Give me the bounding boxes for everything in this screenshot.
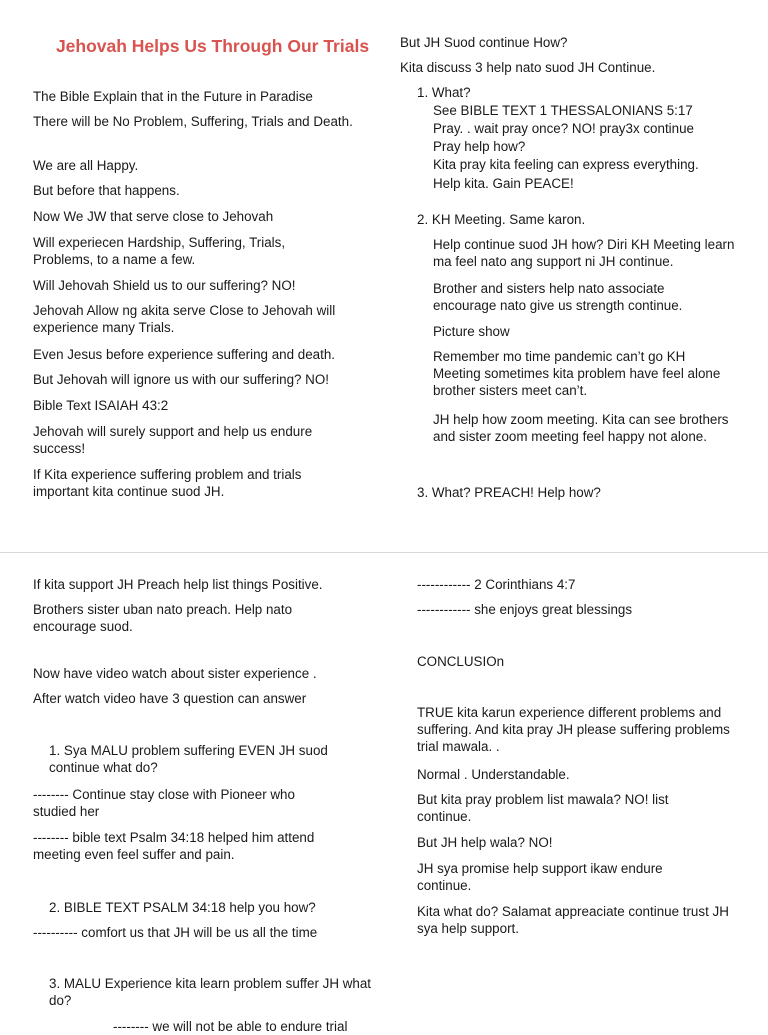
paragraph: Will Jehovah Shield us to our suffering? NO! [33,278,296,293]
list-item-line: Help kita. Gain PEACE! [433,176,574,191]
question-item: 1. Sya MALU problem suffering EVEN JH suod continue what do? [49,743,328,775]
section-heading: CONCLUSIOn [417,654,505,669]
paragraph: After watch video have 3 question can answer [33,691,307,706]
answer-line: ------------ 2 Corinthians 4:7 [417,577,576,592]
paragraph: JH sya promise help support ikaw endure continue. [417,861,663,893]
paragraph: Will experiecen Hardship, Suffering, Trials, Problems, to a name a few. [33,235,286,267]
list-item-line: Pray help how? [433,139,526,154]
paragraph: But JH Suod continue How? [400,35,568,50]
list-item-heading: 1. What? [417,85,471,100]
answer-line: -------- Continue stay close with Pioneer who studied her [33,787,295,819]
paragraph: Kita what do? Salamat appreaciate continue trust JH sya help support. [417,904,729,936]
list-item-line: See BIBLE TEXT 1 THESSALONIANS 5:17 [433,103,693,118]
paragraph: But kita pray problem list mawala? NO! list continue. [417,792,669,824]
answer-line: -------- bible text Psalm 34:18 helped him attend meeting even feel suffer and pain. [33,830,315,862]
document-title: Jehovah Helps Us Through Our Trials [55,36,370,56]
paragraph: But Jehovah will ignore us with our suffering? NO! [33,372,329,387]
paragraph: But JH help wala? NO! [417,835,553,850]
list-item-line: Help continue suod JH how? Diri KH Meeting learn ma feel nato ang support ni JH continue. [433,237,735,269]
paragraph: We are all Happy. [33,158,139,173]
list-item-heading: 2. KH Meeting. Same karon. [417,212,586,227]
paragraph: Jehovah Allow ng akita serve Close to Jehovah will experience many Trials. [33,303,336,335]
paragraph: The Bible Explain that in the Future in Paradise [33,89,313,104]
question-item: 3. MALU Experience kita learn problem suffer JH what do? [49,976,372,1008]
paragraph: If kita support JH Preach help list things Positive. [33,577,323,592]
paragraph: Now We JW that serve close to Jehovah [33,209,274,224]
list-item-line: Brother and sisters help nato associate encourage nato give us strength continue. [433,281,683,313]
list-item-heading: 3. What? PREACH! Help how? [417,485,601,500]
list-item-line: Remember mo time pandemic can’t go KH Meeting sometimes kita problem have feel alone brother sisters meet can’t. [433,349,721,398]
answer-line: ---------- comfort us that JH will be us all the time [33,925,318,940]
paragraph: Normal . Understandable. [417,767,570,782]
paragraph: There will be No Problem, Suffering, Trials and Death. [33,114,353,129]
list-item-line: Kita pray kita feeling can express everything. [433,157,699,172]
list-item-line: Picture show [433,324,510,339]
paragraph: Now have video watch about sister experience . [33,666,317,681]
page-divider [0,552,768,553]
question-item: 2. BIBLE TEXT PSALM 34:18 help you how? [49,900,316,915]
list-item-line: JH help how zoom meeting. Kita can see brothers and sister zoom meeting feel happy not alone. [433,412,729,444]
paragraph: Jehovah will surely support and help us endure success! [33,424,313,456]
list-item-line: Pray. . wait pray once? NO! pray3x continue [433,121,694,136]
answer-line: ------------ she enjoys great blessings [417,602,633,617]
paragraph: Bible Text ISAIAH 43:2 [33,398,169,413]
paragraph: Kita discuss 3 help nato suod JH Continue. [400,60,656,75]
answer-line: -------- we will not be able to endure trial [113,1019,348,1034]
paragraph: Brothers sister uban nato preach. Help nato encourage suod. [33,602,293,634]
paragraph: But before that happens. [33,183,180,198]
paragraph: Even Jesus before experience suffering and death. [33,347,335,362]
paragraph: TRUE kita karun experience different problems and suffering. And kita pray JH please suffering problems trial mawala. . [417,705,730,754]
paragraph: If Kita experience suffering problem and trials important kita continue suod JH. [33,467,302,499]
